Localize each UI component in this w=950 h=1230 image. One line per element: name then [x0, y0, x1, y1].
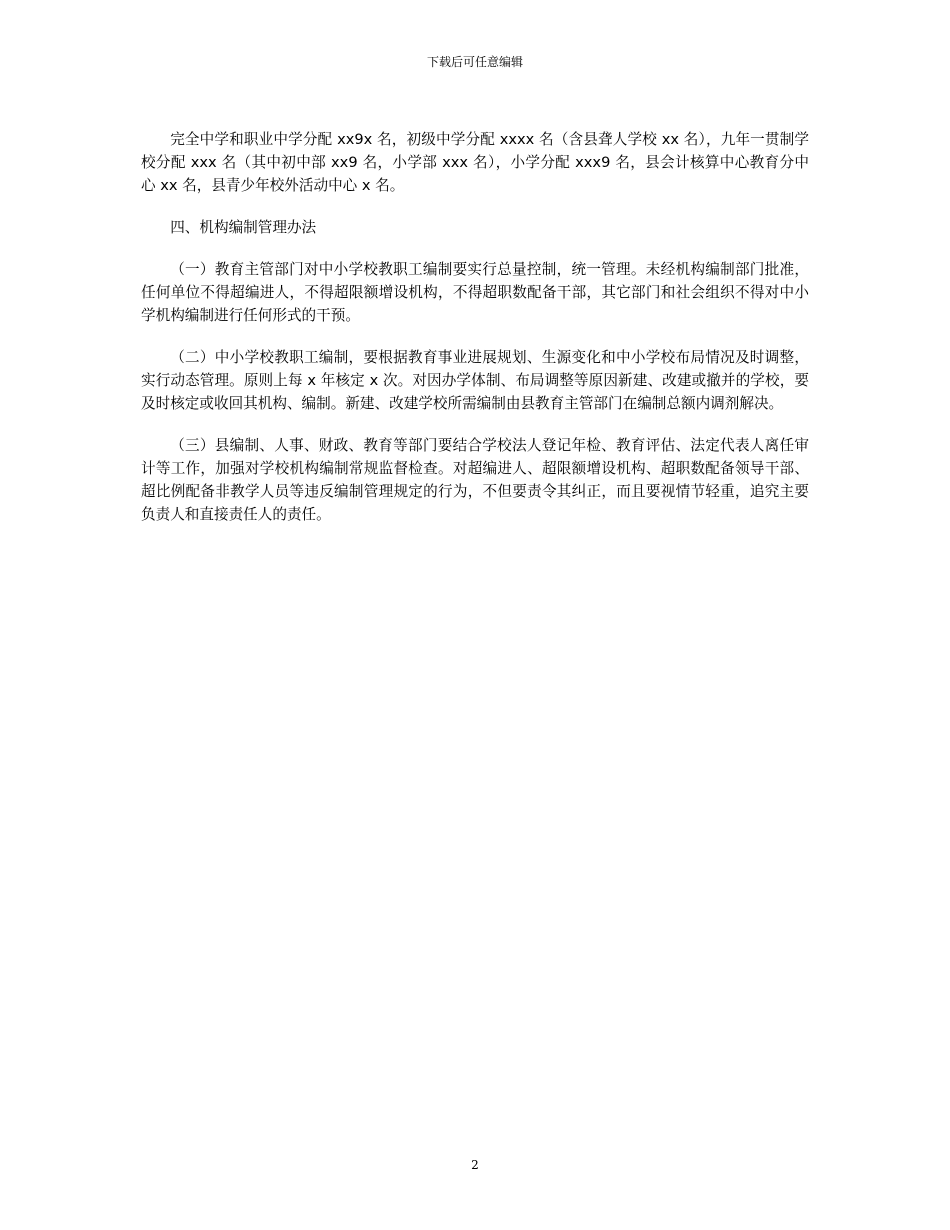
page-header: 下载后可任意编辑: [426, 55, 523, 69]
section-heading-management: 四、机构编制管理办法: [170, 219, 317, 236]
paragraph-staff-allocation: 完全中学和职业中学分配 xx9x 名，初级中学分配 xxxx 名（含县聋人学校 xx 名），九年一贯制学校分配 xxx 名（其中初中部 xx9 名，小学部 xxx 名），小学分配 xxx9 名，县会计核算中心教育分中心 xx 名，县青少年校外活动中心 x 名。: [141, 131, 809, 194]
page-number: 2: [471, 1158, 479, 1172]
paragraph-item-1: （一）教育主管部门对中小学校教职工编制要实行总量控制，统一管理。未经机构编制部门批准，任何单位不得超编进人，不得超限额增设机构，不得超职数配备干部，其它部门和社会组织不得对中小学机构编制进行任何形式的干预。: [141, 261, 809, 324]
document-body: [141, 128, 809, 545]
paragraph-item-3: （三）县编制、人事、财政、教育等部门要结合学校法人登记年检、教育评估、法定代表人离任审计等工作，加强对学校机构编制常规监督检查。对超编进人、超限额增设机构、超职数配备领导干部、超比例配备非教学人员等违反编制管理规定的行为，不但要责令其纠正，而且要视情节轻重，追究主要负责人和直接责任人的责任。: [141, 437, 809, 523]
paragraph-item-2: （二）中小学校教职工编制，要根据教育事业进展规划、生源变化和中小学校布局情况及时调整，实行动态管理。原则上每 x 年核定 x 次。对因办学体制、布局调整等原因新建、改建或撤并的学校，要及时核定或收回其机构、编制。新建、改建学校所需编制由县教育主管部门在编制总额内调剂解决。: [141, 349, 809, 412]
